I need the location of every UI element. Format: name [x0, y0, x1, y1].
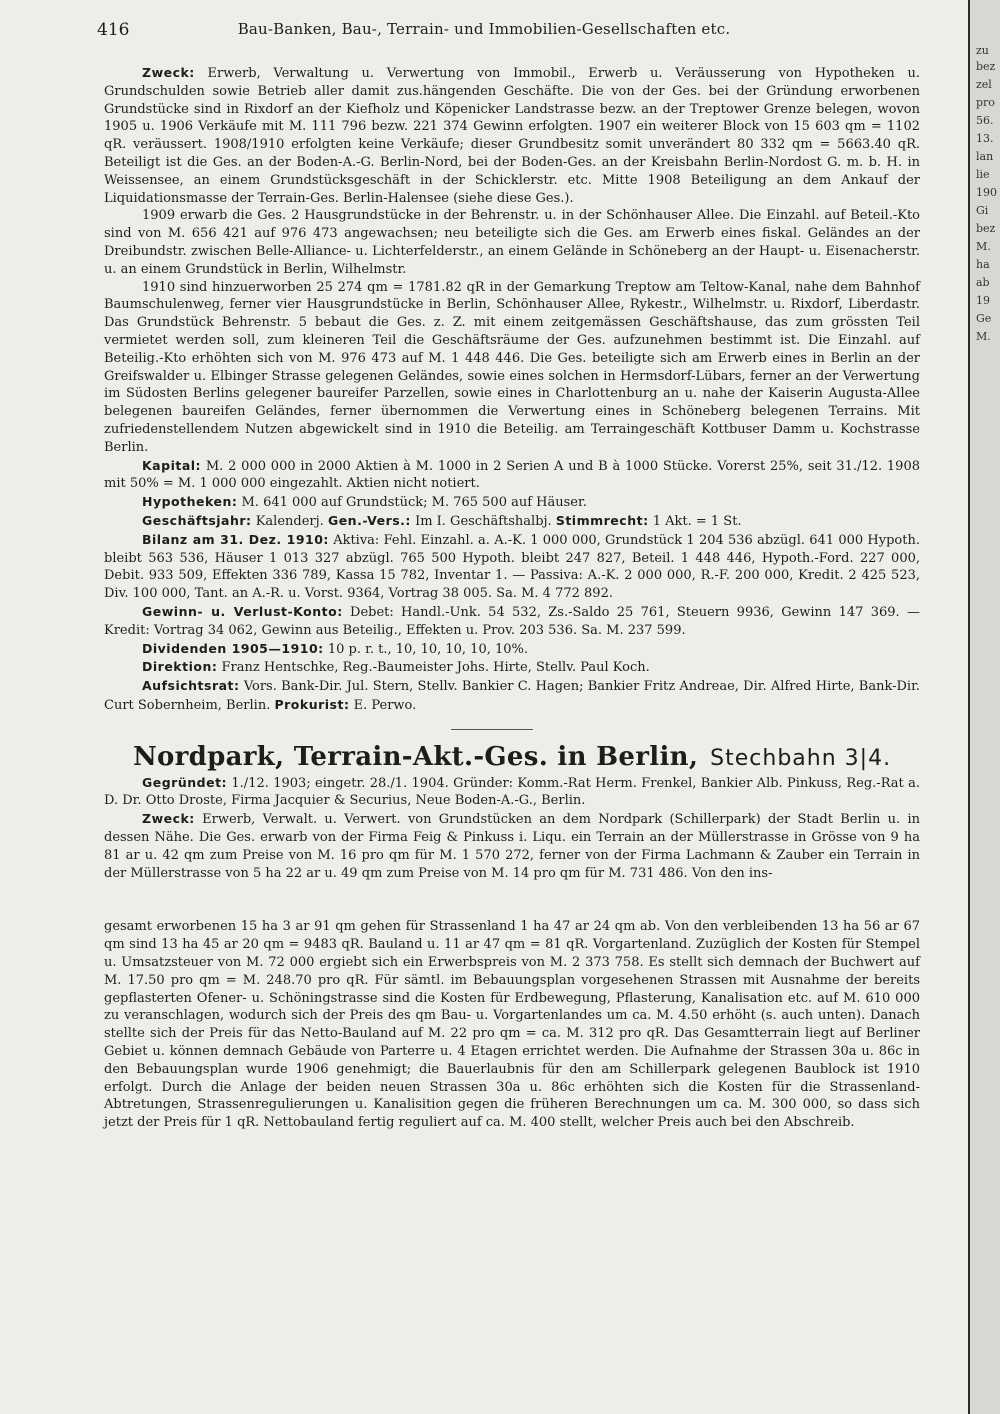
entry1-dividenden: [104, 640, 920, 659]
entry1-dividenden-text: 10 p. r. t., 10, 10, 10, 10, 10%.: [327, 641, 529, 657]
main-text: [104, 64, 920, 1132]
entry1-prokurist-text: E. Perwo.: [353, 697, 417, 713]
margin-fragment: zu: [976, 44, 989, 57]
entry1-gj-label: Geschäftsjahr:: [142, 512, 252, 528]
entry1-zweck: [104, 64, 920, 207]
margin-fragment: ab: [976, 276, 990, 289]
page-number: 416: [97, 20, 130, 40]
entry1-direktion-text: Franz Hentschke, Reg.-Baumeister Johs. Hirte, Stellv. Paul Koch.: [221, 660, 650, 676]
margin-fragment: pro: [976, 96, 995, 109]
entry1-aufsichtsrat: [104, 677, 920, 715]
entry1-gv-text: Im I. Geschäftshalbj.: [415, 513, 552, 529]
adjacent-page-edge: [968, 0, 1000, 1414]
entry1-kapital: [104, 457, 920, 494]
entry1-hypotheken: [104, 493, 920, 512]
margin-fragment: lie: [976, 168, 990, 181]
entry2-gegruendet-label: Gegründet:: [142, 774, 228, 790]
entry1-zweck-label: Zweck:: [142, 65, 195, 80]
entry2-zweck: [104, 810, 920, 882]
column-gap: [104, 882, 920, 918]
entry2-continuation: gesamt erworbenen 15 ha 3 ar 91 qm gehen für Strassenland 1 ha 47 ar 24 qm ab. Von den verbleibenden 13 ha 56 ar 67 qm sind 13 ha 45 ar 20 qm = 9483 qR. Bauland u. 11 ar 47 qm = 81 qR. Vorgartenland. Zuzüglich der Kosten für Stempel u. Umsatzsteuer von M. 72 000 ergiebt sich ein Erwerbspreis von M. 2 373 758. Es stellt sich demnach der Buchwert auf M. 17.50 pro qm = M. 248.70 pro qR. Für sämtl. im Bebauungsplan vorgesehenen Strassen mit Ausnahme der bereits gepflasterten Ofener- u. Schöningstrasse sind die Kosten für Erdbewegung, Pflasterung, Kanalisation etc. auf M. 610 000 zu veranschlagen, wodurch sich der Preis des qm Bau- u. Vorgartenlandes um ca. M. 4.50 erhöht (s. auch unten). Danach stellte sich der Preis für das Netto-Bauland auf M. 22 pro qm = ca. M. 312 pro qR. Das Gesamtterrain liegt auf Berliner Gebiet u. können demnach Gebäude von Parterre u. 4 Etagen errichtet werden. Die Aufnahme der Strassen 30a u. 86c in den Bebauungsplan wurde 1906 genehmigt; die Bauerlaubnis für den am Schillerpark gelegenen Baublock ist 1910 erfolgt. Durch die Anlage der beiden neuen Strassen 30a u. 86c erhöhten sich die Kosten für die Strassenland-Abtretungen, Strassenregulierungen u. Kanalisition gegen die früheren Berechnungen um ca. M. 300 000, so dass sich jetzt der Preis für 1 qR. Nettobauland fertig reguliert auf ca. M. 400 stellt, welcher Preis auch bei den Abschreib.: [104, 919, 920, 1131]
section-divider: [451, 729, 533, 730]
company-address: Stechbahn 3|4.: [710, 745, 892, 771]
company-name: Nordpark, Terrain-Akt.-Ges. in Berlin,: [132, 741, 699, 772]
entry1-para-1909: 1909 erwarb die Ges. 2 Hausgrundstücke in der Behrenstr. u. in der Schönhauser Allee. Die Einzahl. auf Beteil.-Kto sind von M. 656 421 auf 976 473 angewachsen; neu beteiligte sich die Ges. am Erwerb eines fiskal. Geländes an der Dreibundstr. zwischen Belle-Alliance- u. Lichterfelderstr., an einem Gelände in Schöneberg an der Haupt- u. Eisenacherstr. u. an einem Grundstück in Berlin, Wilhelmstr.: [104, 208, 920, 277]
entry1-kapital-text: M. 2 000 000 in 2000 Aktien à M. 1000 in 2 Serien A und B à 1000 Stücke. Vorerst 25%, seit 31./12. 1908 mit 50% = M. 1 000 000 eingezahlt. Aktien nicht notiert.: [104, 458, 920, 492]
entry1-kapital-label: Kapital:: [142, 457, 202, 473]
entry1-aufsichtsrat-label: Aufsichtsrat:: [142, 678, 240, 694]
entry1-zweck-text: Erwerb, Verwaltung u. Verwertung von Immobil., Erwerb u. Veräusserung von Hypotheken u. Grundschulden sowie Betrieb aller damit zus.hängenden Geschäfte. Die von der Ges. bei der Gründung erworbenen Grundstücke sind in Rixdorf an der Kiefholz und Köpenicker Landstrasse bezw. an der Treptower Grenze belegen, wovon 1905 u. 1906 Verkäufe mit M. 111 796 bezw. 221 374 Gewinn erfolgten. 1907 ein weiterer Block von 15 603 qm = 1102 qR. veräussert. 1908/1910 erfolgten keine Verkäufe; dieser Grundbesitz somit unverändert 80 332 qm = 5663.40 qR. Beteiligt ist die Ges. an der Boden-A.-G. Berlin-Nord, bei der Boden-Ges. an der Kreisbahn Berlin-Nordost G. m. b. H. in Weissensee, an einem Grundstücksgeschäft in der Schicklerstr. etc. Mitte 1908 Beteiligung an dem Ankauf der Liquidationsmasse der Terrain-Ges. Berlin-Halensee (siehe diese Ges.).: [104, 66, 920, 206]
margin-fragment: lan: [976, 150, 994, 163]
margin-fragment: bez: [976, 222, 996, 235]
company-heading: [104, 742, 920, 772]
margin-fragment: 56.: [976, 114, 994, 127]
entry2-gegruendet: [104, 774, 920, 811]
margin-fragment: M.: [976, 240, 991, 253]
margin-fragment: bez: [976, 60, 996, 73]
entry1-para-1910: 1910 sind hinzuerworben 25 274 qm = 1781.82 qR in der Gemarkung Treptow am Teltow-Kanal, nahe dem Bahnhof Baumschulenweg, ferner vier Hausgrundstücke in Berlin, Schönhauser Allee, Rykestr., Wilhelmstr. u. Rixdorf, Liberdastr. Das Grundstück Behrenstr. 5 bebaut die Ges. z. Z. mit einem zeitgemässen Geschäftshause, das zum grössten Teil vermietet werden soll, zum kleineren Teil die Geschäftsräume der Ges. aufzunehmen bestimmt ist. Die Einzahl. auf Beteilig.-Kto erhöhten sich von M. 976 473 auf M. 1 448 446. Die Ges. beteiligte sich am Erwerb eines in Berlin an der Greifswalder u. Elbinger Strasse gelegenen Geländes, sowie eines solchen in Hermsdorf-Lübars, ferner an der Verwertung im Südosten Berlins gelegener baureifer Parzellen, sowie eines in Charlottenburg an u. nahe der Kaiserin Augusta-Allee belegenen baureifen Geländes, ferner übernommen die Verwertung eines in Schöneberg belegenen Terrains. Mit zufriedenstellendem Nutzen abgewickelt sind in 1910 die Beteilig. am Terraingeschäft Kottbuser Damm u. Kochstrasse Berlin.: [104, 279, 920, 455]
running-head: Bau-Banken, Bau-, Terrain- und Immobilien-Gesellschaften etc.: [237, 20, 731, 38]
entry1-hypotheken-label: Hypotheken:: [142, 494, 238, 510]
margin-fragment: 19: [976, 294, 990, 307]
entry1-stimmrecht-text: 1 Akt. = 1 St.: [652, 513, 742, 529]
margin-fragment: 190: [976, 186, 997, 199]
entry1-dividenden-label: Dividenden 1905—1910:: [142, 640, 324, 656]
entry1-direktion-label: Direktion:: [142, 659, 218, 675]
entry2-zweck-label: Zweck:: [142, 811, 195, 827]
entry1-guv-label: Gewinn- u. Verlust-Konto:: [142, 603, 343, 619]
entry1-aufsichtsrat-text: Vors. Bank-Dir. Jul. Stern, Stellv. Bankier C. Hagen; Bankier Fritz Andreae, Dir. Alfred Hirte, Bank-Dir. Curt Sobernheim, Berlin.: [104, 679, 920, 713]
margin-fragment: 13.: [976, 132, 994, 145]
entry1-gj-text: Kalenderj.: [255, 513, 324, 529]
entry1-bilanz-text: Aktiva: Fehl. Einzahl. a. A.-K. 1 000 000, Grundstück 1 204 536 abzügl. 641 000 Hypoth. bleibt 563 536, Häuser 1 013 327 abzügl. 765 500 Hypoth. bleibt 247 827, Beteil. 1 448 446, Hypoth.-Ford. 227 000, Debit. 933 509, Effekten 336 789, Kassa 15 782, Inventar 1. — Passiva: A.-K. 2 000 000, R.-F. 200 000, Kredit. 2 425 523, Div. 100 000, Tant. an A.-R. u. Vorst. 9364, Vortrag 38 005. Sa. M. 4 772 892.: [104, 532, 920, 602]
margin-fragment: M.: [976, 330, 991, 343]
margin-fragment: Gi: [976, 204, 989, 217]
entry1-bilanz: [104, 531, 920, 603]
entry1-guv-text: Debet: Handl.-Unk. 54 532, Zs.-Saldo 25 761, Steuern 9936, Gewinn 147 369. — Kredit: Vortrag 34 062, Gewinn aus Beteilig., Effekten u. Prov. 203 536. Sa. M. 237 599.: [104, 604, 920, 638]
margin-fragment: Ge: [976, 312, 992, 325]
entry1-direktion: [104, 658, 920, 677]
margin-fragment: zel: [976, 78, 992, 91]
margin-fragment: ha: [976, 258, 990, 271]
entry1-guv: [104, 603, 920, 640]
entry1-prokurist-label: Prokurist:: [274, 696, 350, 712]
entry2-zweck-text: Erwerb, Verwalt. u. Verwert. von Grundstücken an dem Nordpark (Schillerpark) der Stadt Berlin u. in dessen Nähe. Die Ges. erwarb von der Firma Feig & Pinkuss i. Liqu. ein Terrain an der Müllerstrasse in Grösse von 9 ha 81 ar u. 42 qm zum Preise von M. 16 pro qm für M. 1 570 272, ferner von der Firma Lachmann & Zauber ein Terrain in der Müllerstrasse von 5 ha 22 ar u. 49 qm zum Preise von M. 14 pro qm für M. 731 486. Von den ins-: [104, 812, 920, 881]
entry1-geschaeftsjahr: [104, 512, 920, 531]
entry1-stimmrecht-label: Stimmrecht:: [555, 512, 649, 528]
entry2-gegruendet-text: 1./12. 1903; eingetr. 28./1. 1904. Gründer: Komm.-Rat Herm. Frenkel, Bankier Alb. Pinkuss, Reg.-Rat a. D. Dr. Otto Droste, Firma Jacquier & Securius, Neue Boden-A.-G., Berlin.: [104, 775, 920, 809]
entry1-bilanz-label: Bilanz am 31. Dez. 1910:: [142, 531, 329, 547]
entry1-gv-label: Gen.-Vers.:: [327, 512, 411, 528]
entry1-hypotheken-text: M. 641 000 auf Grundstück; M. 765 500 auf Häuser.: [241, 495, 587, 511]
